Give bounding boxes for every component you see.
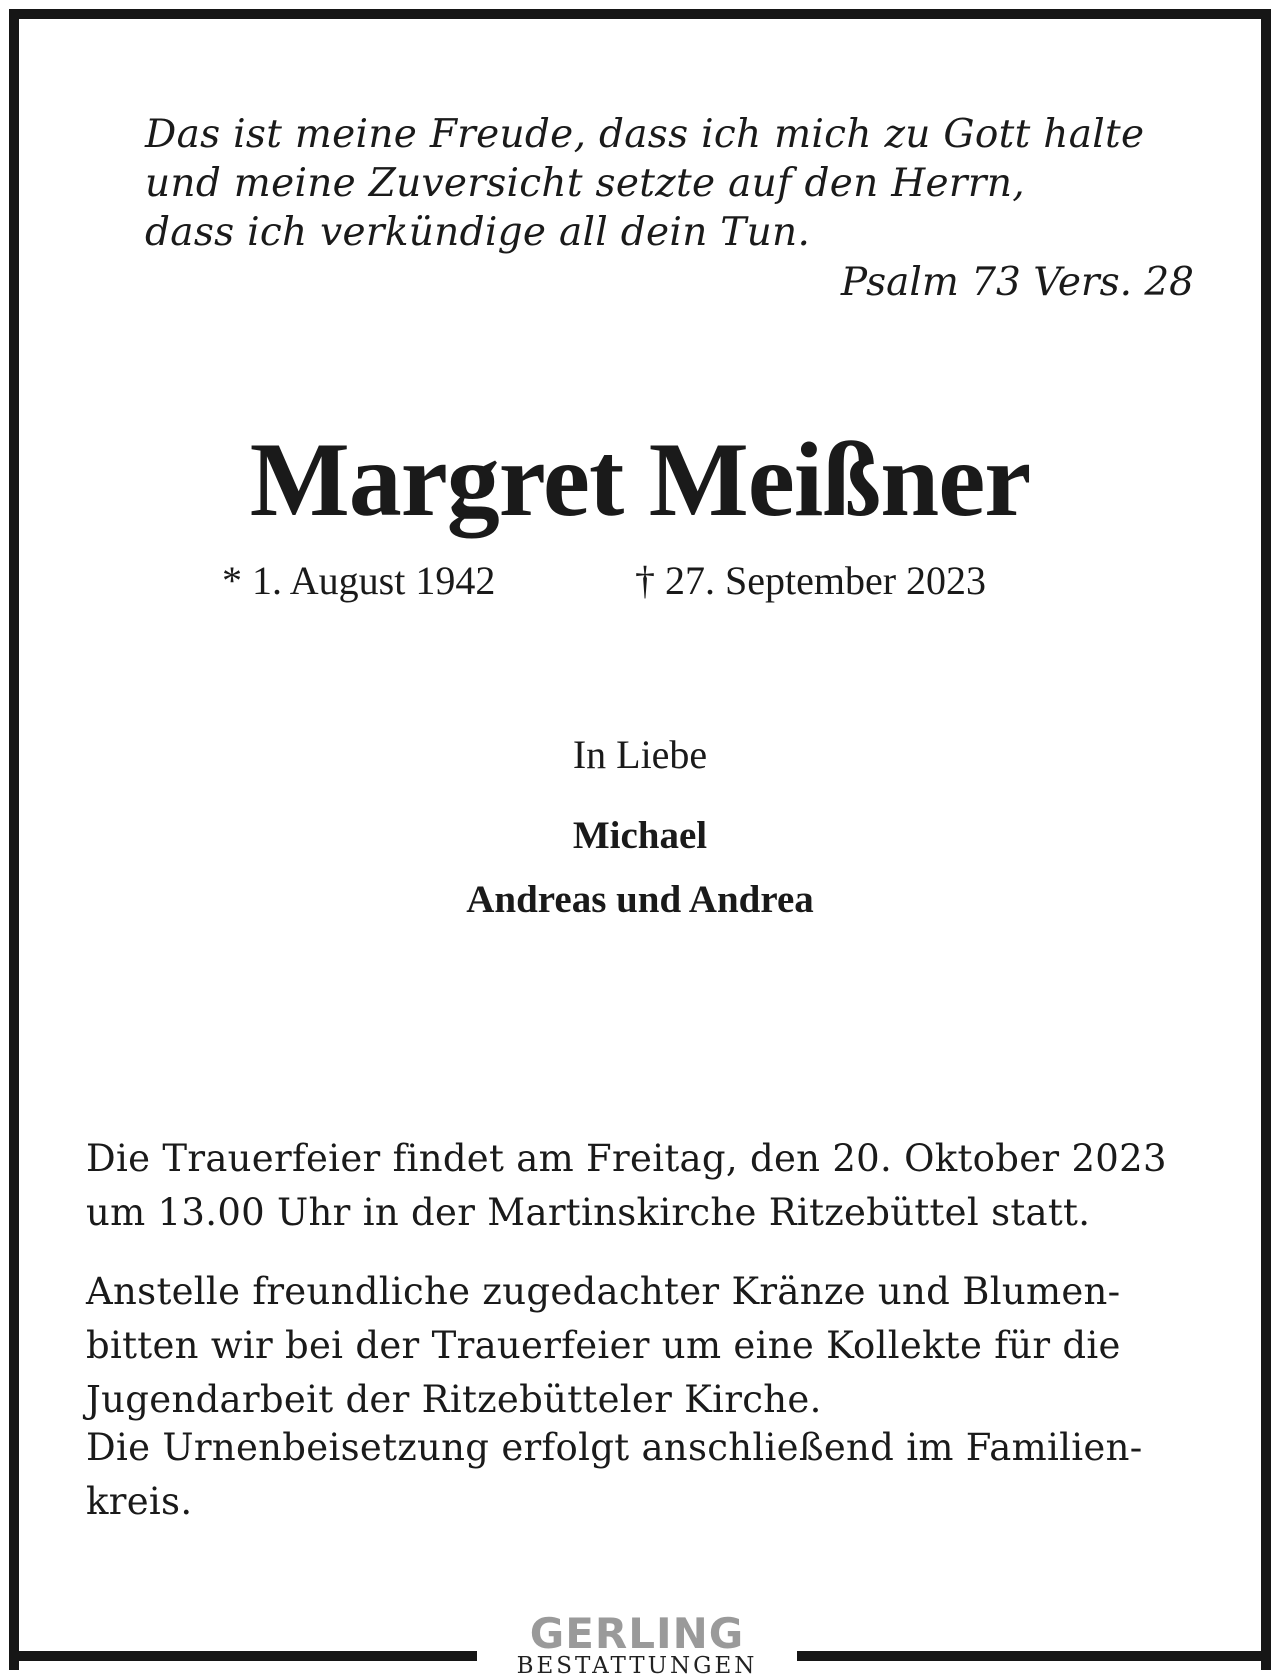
bottom-border-right	[797, 1651, 1271, 1661]
notice-line: Die Urnenbeisetzung erfolgt anschließend im Familien-	[86, 1426, 1143, 1469]
deceased-name: Margret Meißner	[249, 421, 1031, 538]
verse-line: Das ist meine Freude, dass ich mich zu Gott halte	[145, 112, 1145, 157]
notice-line: kreis.	[86, 1480, 193, 1523]
notice-line: Anstelle freundliche zugedachter Kränze und Blumen-	[86, 1270, 1121, 1313]
bible-verse	[145, 110, 1195, 257]
notice-line: Jugendarbeit der Ritzebütteler Kirche.	[86, 1378, 822, 1421]
verse-reference: Psalm 73 Vers. 28	[840, 260, 1194, 305]
donation-notice	[86, 1265, 1206, 1427]
bottom-border-left	[9, 1651, 477, 1661]
death-date: † 27. September 2023	[635, 558, 987, 603]
logo-wordmark: GERLING	[529, 1609, 745, 1658]
notice-line: um 13.00 Uhr in der Martinskirche Ritzebüttel statt.	[86, 1191, 1091, 1234]
verse-line: und meine Zuversicht setzte auf den Herrn,	[145, 161, 1025, 206]
verse-line: dass ich verkündige all dein Tun.	[145, 210, 811, 255]
mourner-name: Michael	[572, 814, 708, 857]
mourner-name: Andreas und Andrea	[466, 878, 814, 921]
funeral-home-logo	[477, 1609, 797, 1679]
mourners-intro: In Liebe	[572, 732, 708, 777]
funeral-service-notice	[86, 1132, 1206, 1240]
notice-line: Die Trauerfeier findet am Freitag, den 20. Oktober 2023	[86, 1137, 1167, 1180]
birth-date: * 1. August 1942	[222, 558, 496, 603]
burial-notice	[86, 1421, 1206, 1529]
notice-line: bitten wir bei der Trauerfeier um eine Kollekte für die	[86, 1324, 1121, 1367]
logo-subtitle: BESTATTUNGEN	[516, 1653, 758, 1679]
